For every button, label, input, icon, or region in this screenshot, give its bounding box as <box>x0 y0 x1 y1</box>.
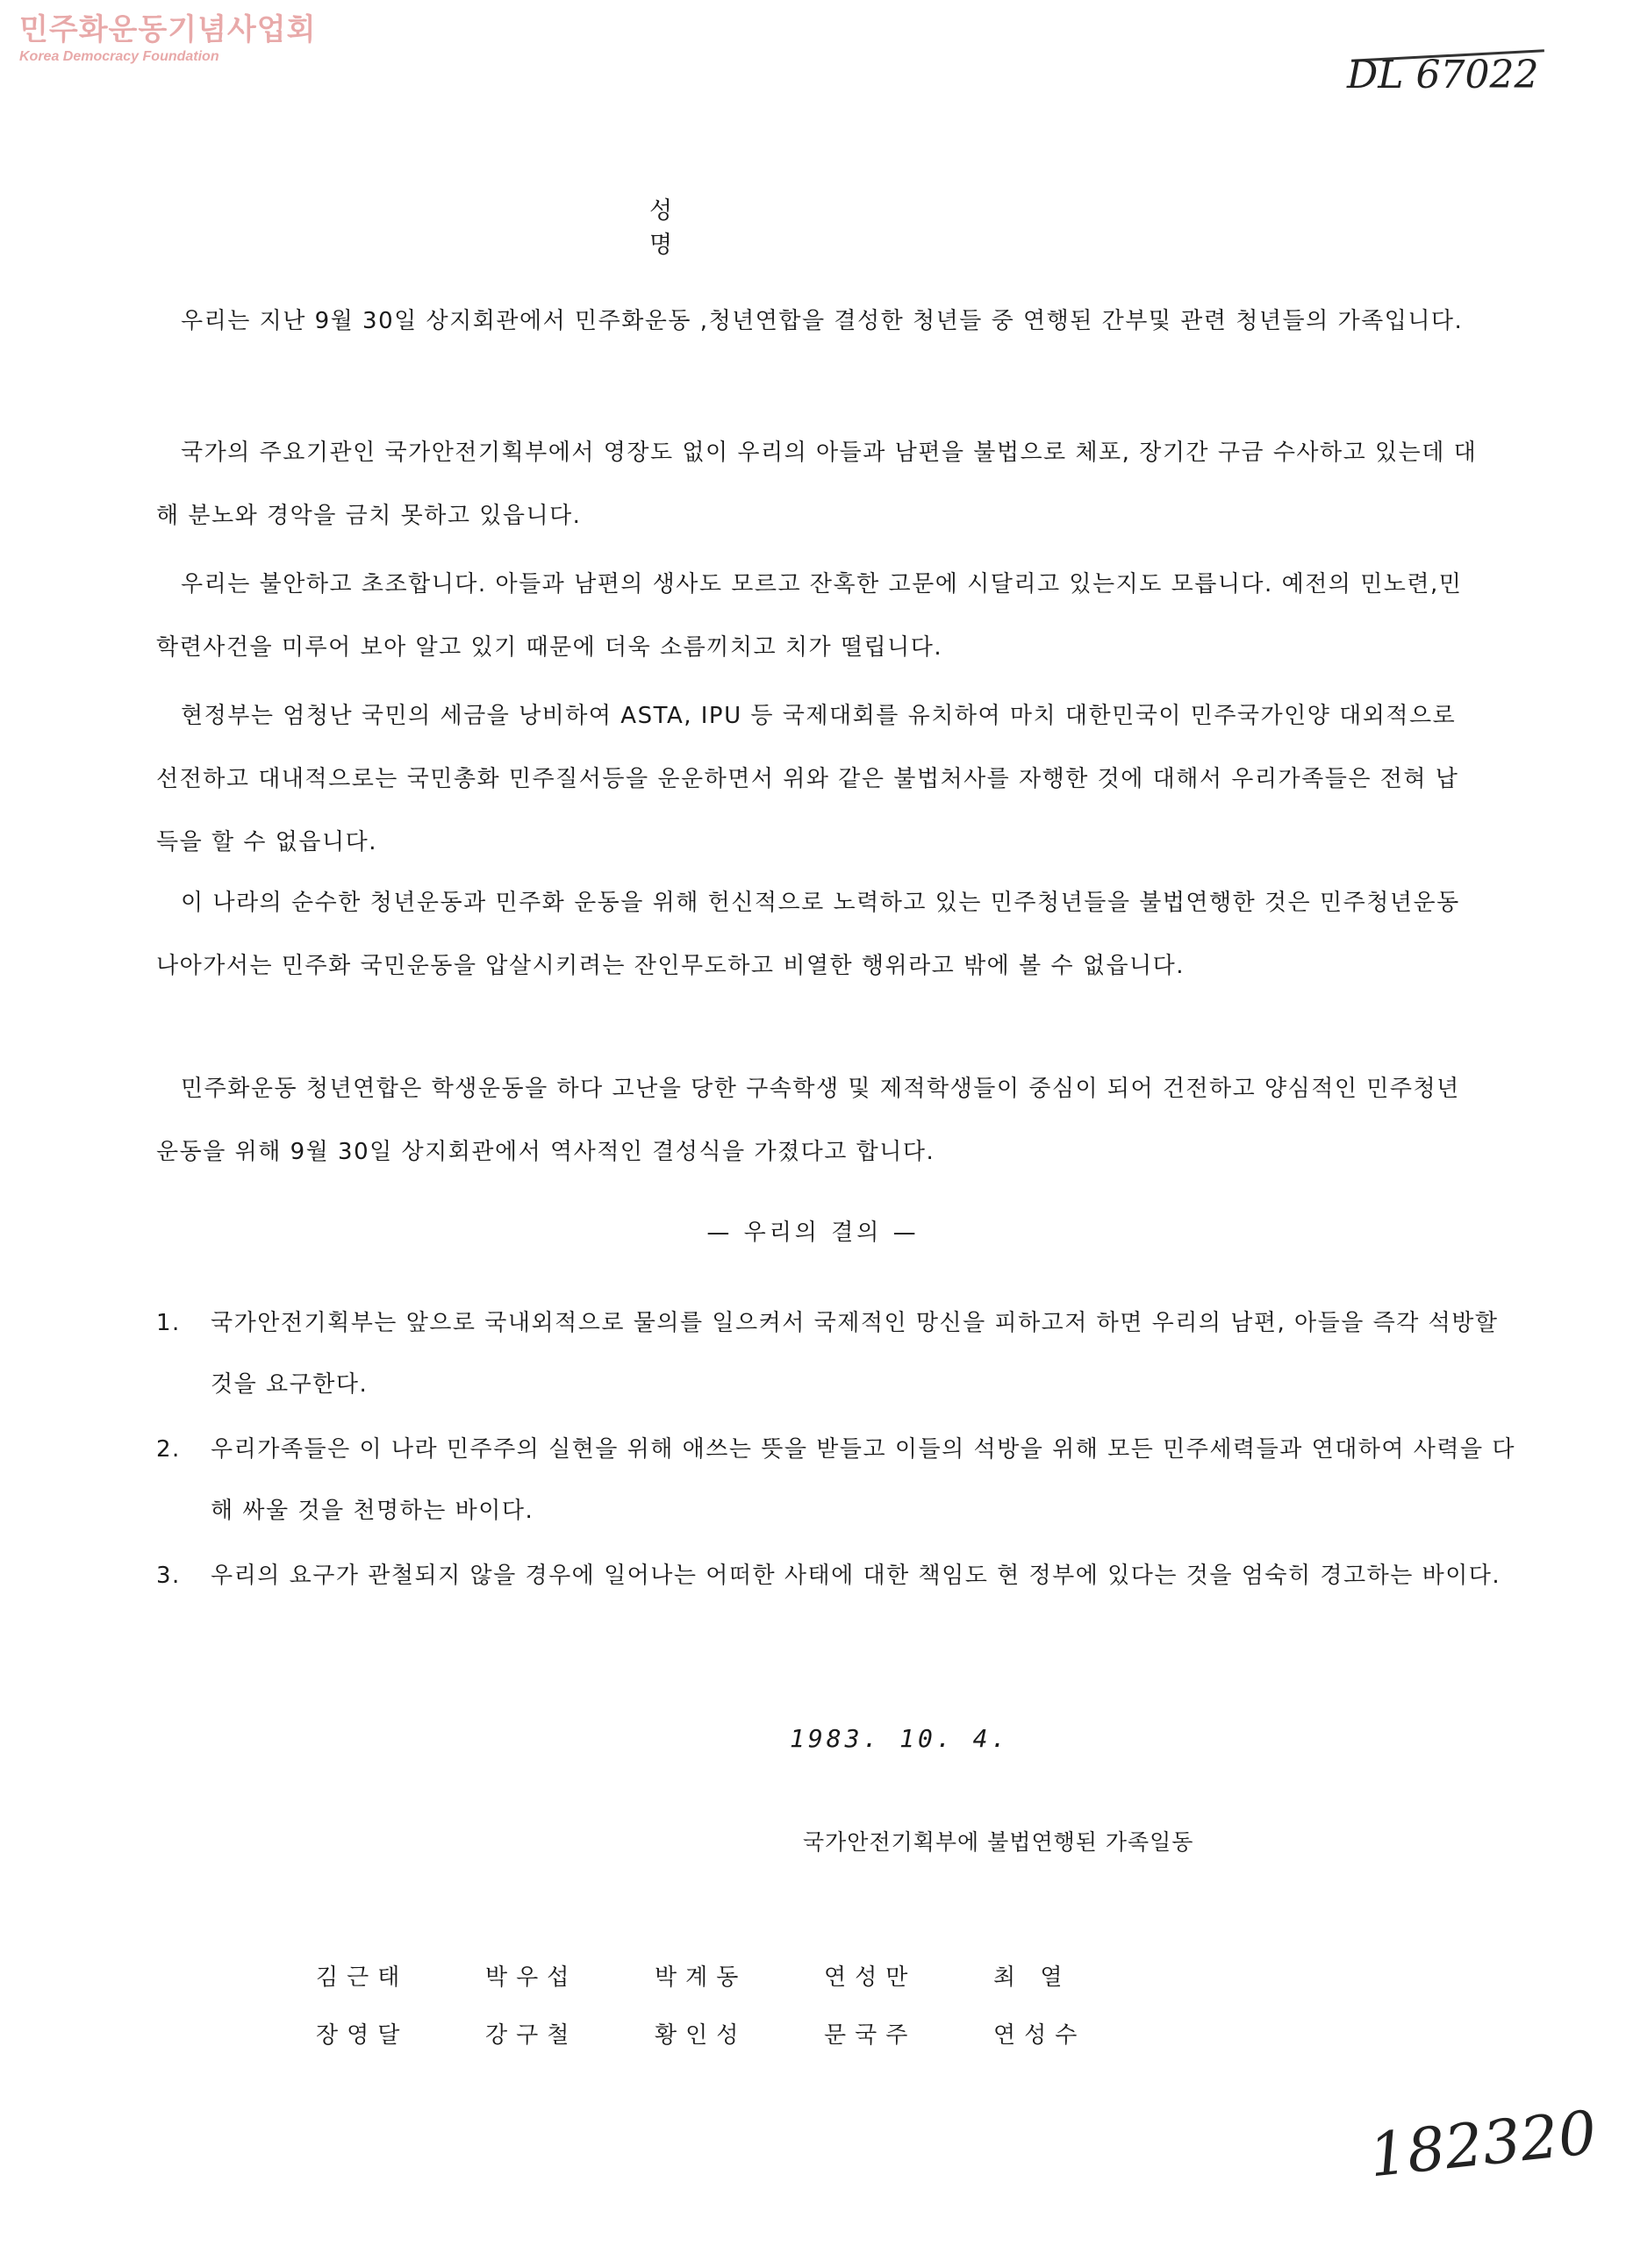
paragraph-4 <box>156 684 1481 874</box>
names-row-1 <box>316 1946 1163 2004</box>
resolution-heading: — 우리의 결의 — <box>706 1220 920 1246</box>
document-date: 1983. 10. 4. <box>790 1724 1010 1753</box>
signatory-name: 문국주 <box>824 2021 917 2049</box>
signer-group: 국가안전기획부에 불법연행된 가족일동 <box>803 1829 1194 1855</box>
signatory-name: 연성수 <box>993 2021 1086 2049</box>
signatory-names <box>316 1946 1163 2062</box>
resolution-item-1 <box>156 1292 1525 1415</box>
paragraph-1 <box>156 290 1481 353</box>
resolution-item-2 <box>156 1419 1525 1542</box>
handwritten-number-bottom: 182320 <box>1365 2098 1601 2192</box>
names-row-2 <box>316 2004 1163 2062</box>
signatory-name: 강구철 <box>485 2021 578 2049</box>
paragraph-5 <box>156 871 1481 998</box>
paragraph-text: 이 나라의 순수한 청년운동과 민주화 운동을 위해 헌신적으로 노력하고 있는 민주청년들을 불법연행한 것은 민주청년운동 나아가서는 민주화 국민운동을 압살시키려는 잔인무도하고 비열한 행위라고 밖에 볼 수 없읍니다. <box>156 890 1460 979</box>
paragraph-text: 민주화운동 청년연합은 학생운동을 하다 고난을 당한 구속학생 및 제적학생들이 중심이 되어 건전하고 양심적인 민주청년운동을 위해 9월 30일 상지회관에서 역사적인 결성식을 가졌다고 합니다. <box>156 1076 1460 1165</box>
paragraph-3 <box>156 553 1481 679</box>
foundation-logo <box>19 12 316 65</box>
signatory-name: 김근태 <box>316 1964 409 1991</box>
item-text: 국가안전기획부는 앞으로 국내외적으로 물의를 일으켜서 국제적인 망신을 피하고저 하면 우리의 남편, 아들을 즉각 석방할 것을 요구한다. <box>211 1310 1499 1398</box>
paragraph-text: 현정부는 엄청난 국민의 세금을 낭비하여 ASTA, IPU 등 국제대회를 유치하여 마치 대한민국이 민주국가인양 대외적으로 선전하고 대내적으로는 국민총화 민주질서등을 운운하면서 위와 같은 불법처사를 자행한 것에 대해서 우리가족들은 전혀 납득을 할 수 없읍니다. <box>156 703 1459 855</box>
paragraph-6 <box>156 1057 1481 1184</box>
paragraph-text: 우리는 지난 9월 30일 상지회관에서 민주화운동 ,청년연합을 결성한 청년들 중 연행된 간부및 관련 청년들의 가족입니다. <box>181 308 1464 334</box>
signatory-name: 황인성 <box>655 2021 748 2049</box>
signatory-name: 장영달 <box>316 2021 409 2049</box>
signatory-name: 박우섭 <box>485 1964 578 1991</box>
item-text: 우리가족들은 이 나라 민주주의 실현을 위해 애쓰는 뜻을 받들고 이들의 석방을 위해 모든 민주세력들과 연대하여 사력을 다해 싸울 것을 천명하는 바이다. <box>211 1436 1516 1524</box>
item-number: 3. <box>156 1563 181 1589</box>
paragraph-2 <box>156 421 1481 547</box>
signatory-name: 최 열 <box>993 1964 1071 1991</box>
paragraph-text: 우리는 불안하고 초조합니다. 아들과 남편의 생사도 모르고 잔혹한 고문에 시달리고 있는지도 모릅니다. 예전의 민노련,민학련사건을 미루어 보아 알고 있기 때문에 더욱 소름끼치고 치가 떨립니다. <box>156 571 1463 661</box>
signatory-name: 박계동 <box>655 1964 748 1991</box>
document-title: 성 명 <box>649 197 770 259</box>
signatory-name: 연성만 <box>824 1964 917 1991</box>
logo-korean-text: 민주화운동기념사업회 <box>19 12 317 47</box>
logo-english-text: Korea Democracy Foundation <box>19 49 219 64</box>
item-number: 2. <box>156 1436 181 1463</box>
item-number: 1. <box>156 1310 181 1336</box>
handwritten-annotation-top: DL 67022 <box>1347 53 1539 97</box>
item-text: 우리의 요구가 관철되지 않을 경우에 일어나는 어떠한 사태에 대한 책임도 현 정부에 있다는 것을 엄숙히 경고하는 바이다. <box>211 1563 1501 1589</box>
resolution-item-3 <box>156 1545 1525 1606</box>
paragraph-text: 국가의 주요기관인 국가안전기획부에서 영장도 없이 우리의 아들과 남편을 불법으로 체포, 장기간 구금 수사하고 있는데 대해 분노와 경악을 금치 못하고 있읍니다. <box>156 440 1478 529</box>
